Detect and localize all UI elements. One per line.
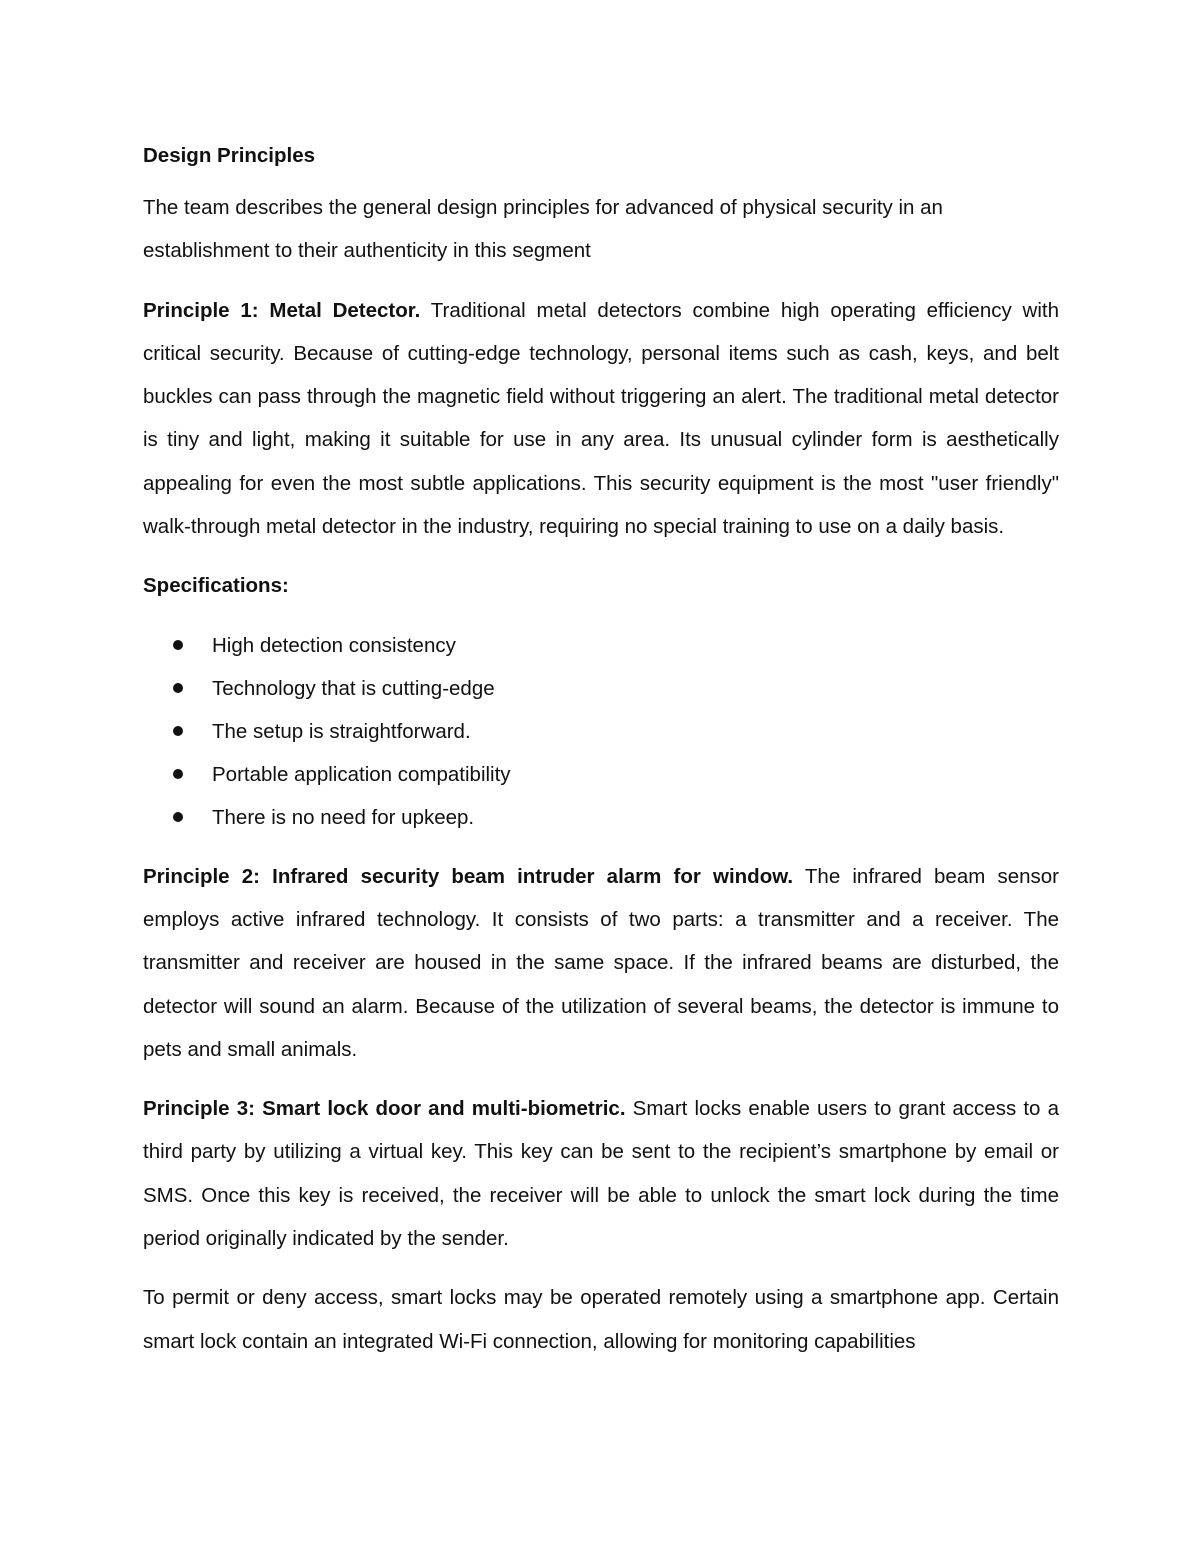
principle-1-text: Traditional metal detectors combine high operating efficiency with critical security. Because of cutting-edge technology, personal items such as cash, keys, and belt buckles can pass through the magnetic field without triggering an alert. The traditional metal detector is tiny and light, making it suitable for use in any area. Its unusual cylinder form is aesthetically appealing for even the most subtle applications. This security equipment is the most "user friendly" walk-through metal detector in the industry, requiring no special training to use on a daily basis. <box>143 298 1059 539</box>
principle-3-paragraph <box>143 1087 1059 1260</box>
closing-paragraph: To permit or deny access, smart locks may be operated remotely using a smartphone app. Certain smart lock contain an integrated Wi-Fi connection, allowing for monitoring capabilities <box>143 1286 1059 1353</box>
list-item-text: Portable application compatibility <box>212 762 511 786</box>
bullet-icon <box>173 812 183 822</box>
principle-2-paragraph <box>143 855 1059 1071</box>
principle-1-paragraph <box>143 289 1059 549</box>
document-page <box>143 140 1059 1379</box>
principle-2-label: Principle 2: Infrared security beam intruder alarm for window. <box>143 864 794 888</box>
list-item <box>143 796 1059 839</box>
list-item <box>143 753 1059 796</box>
bullet-icon <box>173 769 183 779</box>
bullet-icon <box>173 726 183 736</box>
list-item-text: High detection consistency <box>212 633 456 657</box>
list-item-text: The setup is straightforward. <box>212 719 471 743</box>
bullet-icon <box>173 683 183 693</box>
bullet-icon <box>173 640 183 650</box>
intro-paragraph: The team describes the general design principles for advanced of physical security in an establishment to their authenticity in this segment <box>143 196 943 263</box>
specifications-heading: Specifications: <box>143 574 289 598</box>
principle-2-text: The infrared beam sensor employs active infrared technology. It consists of two parts: a transmitter and a receiver. The transmitter and receiver are housed in the same space. If the infrared beams are disturbed, the detector will sound an alarm. Because of the utilization of several beams, the detector is immune to pets and small animals. <box>143 864 1059 1061</box>
principle-3-label: Principle 3: Smart lock door and multi-biometric. <box>143 1097 626 1121</box>
list-item <box>143 624 1059 667</box>
list-item-text: There is no need for upkeep. <box>212 805 475 829</box>
principle-1-label: Principle 1: Metal Detector. <box>143 298 421 322</box>
list-item-text: Technology that is cutting-edge <box>212 676 495 700</box>
page-title: Design Principles <box>143 144 316 167</box>
list-item <box>143 710 1059 753</box>
list-item <box>143 667 1059 710</box>
specifications-list <box>143 624 1059 839</box>
principle-3-text: Smart locks enable users to grant access to a third party by utilizing a virtual key. This key can be sent to the recipient’s smartphone by email or SMS. Once this key is received, the receiver will be able to unlock the smart lock during the time period originally indicated by the sender. <box>143 1097 1059 1251</box>
